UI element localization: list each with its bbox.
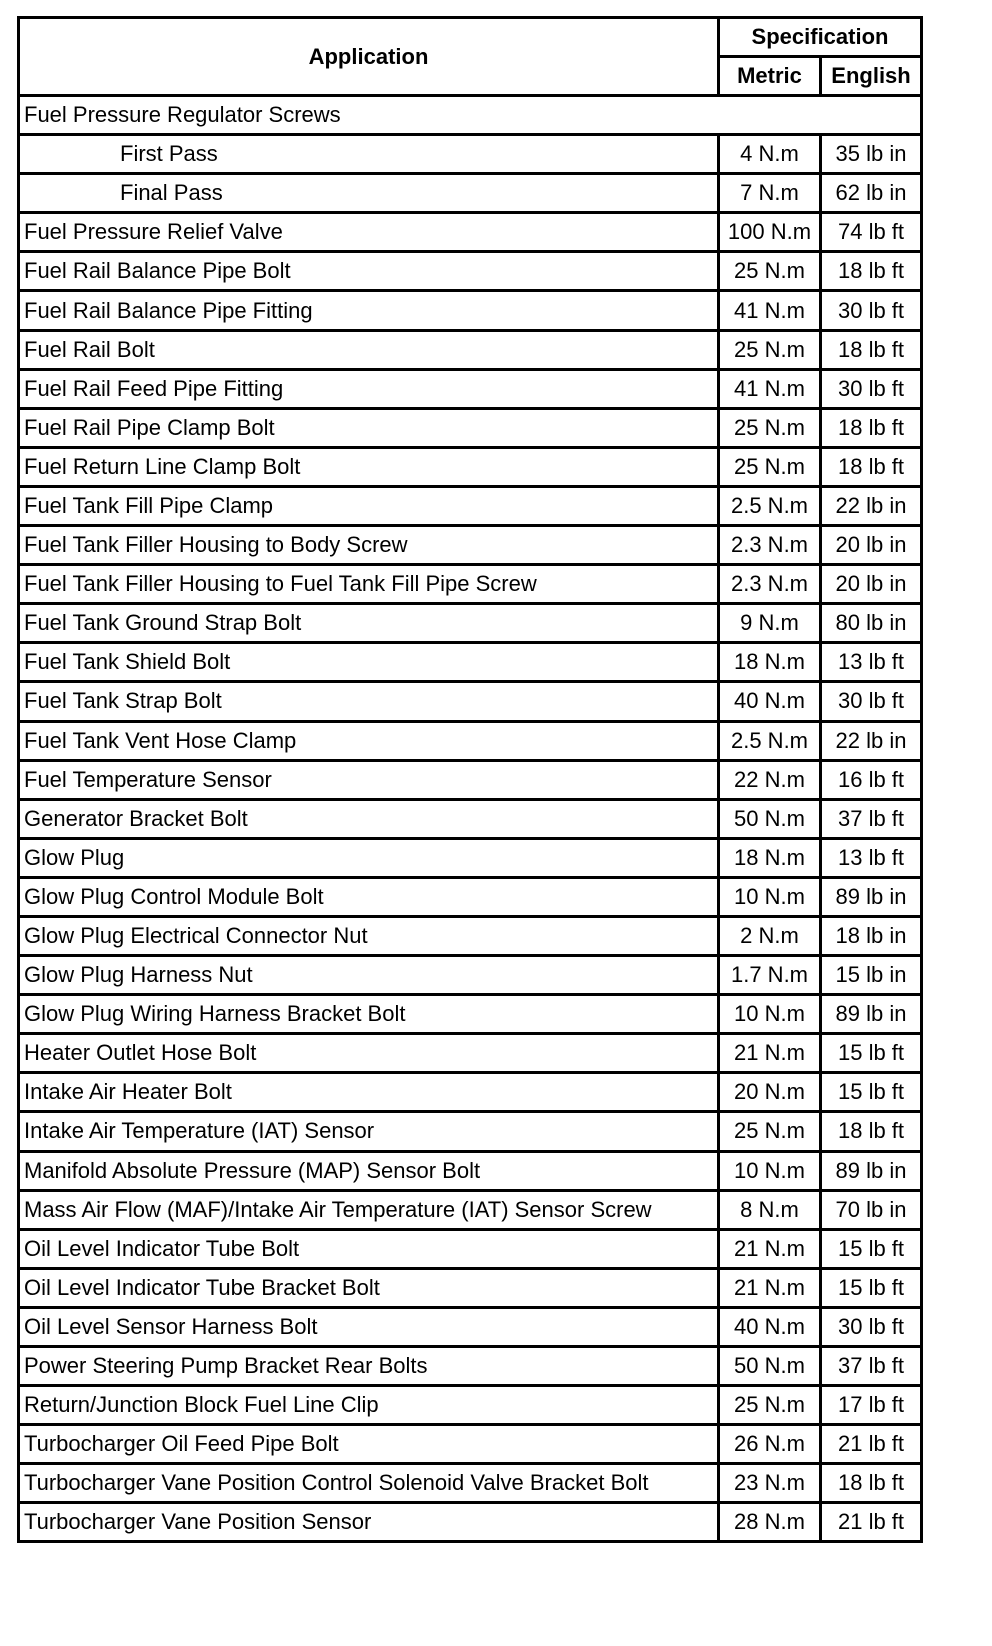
english-cell: 18 lb ft (821, 1464, 922, 1503)
metric-cell: 20 N.m (719, 1073, 821, 1112)
english-cell: 37 lb ft (821, 799, 922, 838)
application-cell: Power Steering Pump Bracket Rear Bolts (19, 1347, 719, 1386)
table-row (19, 330, 922, 369)
header-application: Application (19, 18, 719, 96)
application-cell: Fuel Tank Fill Pipe Clamp (19, 486, 719, 525)
english-cell: 18 lb ft (821, 1112, 922, 1151)
table-header (19, 18, 922, 96)
english-cell: 62 lb in (821, 174, 922, 213)
application-cell: First Pass (19, 135, 719, 174)
metric-cell: 7 N.m (719, 174, 821, 213)
metric-cell: 18 N.m (719, 838, 821, 877)
metric-cell: 21 N.m (719, 1034, 821, 1073)
metric-cell: 100 N.m (719, 213, 821, 252)
table-row (19, 486, 922, 525)
metric-cell: 2.5 N.m (719, 721, 821, 760)
application-cell: Return/Junction Block Fuel Line Clip (19, 1386, 719, 1425)
application-cell: Fuel Rail Feed Pipe Fitting (19, 369, 719, 408)
english-cell: 16 lb ft (821, 760, 922, 799)
table-row (19, 526, 922, 565)
header-metric: Metric (719, 57, 821, 96)
metric-cell: 50 N.m (719, 1347, 821, 1386)
table-row (19, 682, 922, 721)
english-cell: 18 lb in (821, 916, 922, 955)
metric-cell: 25 N.m (719, 1112, 821, 1151)
english-cell: 74 lb ft (821, 213, 922, 252)
metric-cell: 2.3 N.m (719, 565, 821, 604)
metric-cell: 10 N.m (719, 877, 821, 916)
english-cell: 89 lb in (821, 995, 922, 1034)
metric-cell: 25 N.m (719, 408, 821, 447)
english-cell: 35 lb in (821, 135, 922, 174)
english-cell: 15 lb in (821, 956, 922, 995)
english-cell: 22 lb in (821, 721, 922, 760)
table-row (19, 1034, 922, 1073)
application-cell: Fuel Tank Shield Bolt (19, 643, 719, 682)
english-cell: 30 lb ft (821, 291, 922, 330)
table-row (19, 1112, 922, 1151)
application-cell: Fuel Return Line Clamp Bolt (19, 447, 719, 486)
application-cell: Fuel Rail Pipe Clamp Bolt (19, 408, 719, 447)
application-cell: Fuel Tank Filler Housing to Body Screw (19, 526, 719, 565)
group-title: Fuel Pressure Regulator Screws (19, 96, 922, 135)
application-cell: Glow Plug Electrical Connector Nut (19, 916, 719, 955)
english-cell: 18 lb ft (821, 447, 922, 486)
application-cell: Glow Plug Wiring Harness Bracket Bolt (19, 995, 719, 1034)
english-cell: 37 lb ft (821, 1347, 922, 1386)
english-cell: 18 lb ft (821, 408, 922, 447)
english-cell: 18 lb ft (821, 252, 922, 291)
table-row (19, 1190, 922, 1229)
table-row (19, 643, 922, 682)
table-body (19, 96, 922, 1542)
application-cell: Heater Outlet Hose Bolt (19, 1034, 719, 1073)
torque-spec-table (17, 16, 923, 1543)
table-row (19, 565, 922, 604)
table-row (19, 213, 922, 252)
english-cell: 20 lb in (821, 526, 922, 565)
table-row (19, 369, 922, 408)
english-cell: 30 lb ft (821, 1307, 922, 1346)
metric-cell: 41 N.m (719, 369, 821, 408)
sub-row (19, 174, 922, 213)
table-row (19, 877, 922, 916)
application-cell: Turbocharger Vane Position Control Solenoid Valve Bracket Bolt (19, 1464, 719, 1503)
application-cell: Glow Plug Control Module Bolt (19, 877, 719, 916)
application-cell: Generator Bracket Bolt (19, 799, 719, 838)
english-cell: 13 lb ft (821, 643, 922, 682)
table-row (19, 1073, 922, 1112)
metric-cell: 40 N.m (719, 1307, 821, 1346)
application-cell: Oil Level Indicator Tube Bolt (19, 1229, 719, 1268)
table-row (19, 1503, 922, 1542)
metric-cell: 25 N.m (719, 1386, 821, 1425)
metric-cell: 23 N.m (719, 1464, 821, 1503)
group-header-row (19, 96, 922, 135)
table-row (19, 838, 922, 877)
application-cell: Final Pass (19, 174, 719, 213)
table-row (19, 916, 922, 955)
table-row (19, 956, 922, 995)
application-cell: Mass Air Flow (MAF)/Intake Air Temperature (IAT) Sensor Screw (19, 1190, 719, 1229)
table-row (19, 799, 922, 838)
table-row (19, 1464, 922, 1503)
english-cell: 89 lb in (821, 1151, 922, 1190)
table-row (19, 447, 922, 486)
table-row (19, 1425, 922, 1464)
metric-cell: 9 N.m (719, 604, 821, 643)
table-row (19, 995, 922, 1034)
application-cell: Manifold Absolute Pressure (MAP) Sensor Bolt (19, 1151, 719, 1190)
english-cell: 22 lb in (821, 486, 922, 525)
metric-cell: 22 N.m (719, 760, 821, 799)
application-cell: Fuel Rail Balance Pipe Fitting (19, 291, 719, 330)
table-row (19, 1151, 922, 1190)
table-row (19, 1229, 922, 1268)
english-cell: 15 lb ft (821, 1229, 922, 1268)
english-cell: 80 lb in (821, 604, 922, 643)
english-cell: 30 lb ft (821, 682, 922, 721)
metric-cell: 2 N.m (719, 916, 821, 955)
english-cell: 13 lb ft (821, 838, 922, 877)
metric-cell: 25 N.m (719, 330, 821, 369)
english-cell: 17 lb ft (821, 1386, 922, 1425)
metric-cell: 25 N.m (719, 252, 821, 291)
table-row (19, 604, 922, 643)
english-cell: 15 lb ft (821, 1073, 922, 1112)
english-cell: 21 lb ft (821, 1425, 922, 1464)
table-row (19, 760, 922, 799)
metric-cell: 18 N.m (719, 643, 821, 682)
application-cell: Fuel Tank Ground Strap Bolt (19, 604, 719, 643)
english-cell: 15 lb ft (821, 1034, 922, 1073)
application-cell: Intake Air Heater Bolt (19, 1073, 719, 1112)
table-row (19, 252, 922, 291)
english-cell: 21 lb ft (821, 1503, 922, 1542)
application-cell: Intake Air Temperature (IAT) Sensor (19, 1112, 719, 1151)
metric-cell: 1.7 N.m (719, 956, 821, 995)
metric-cell: 26 N.m (719, 1425, 821, 1464)
table-row (19, 1307, 922, 1346)
header-specification: Specification (719, 18, 922, 57)
sub-row (19, 135, 922, 174)
table-row (19, 1347, 922, 1386)
application-cell: Glow Plug (19, 838, 719, 877)
english-cell: 15 lb ft (821, 1268, 922, 1307)
english-cell: 20 lb in (821, 565, 922, 604)
metric-cell: 40 N.m (719, 682, 821, 721)
metric-cell: 10 N.m (719, 995, 821, 1034)
table-row (19, 721, 922, 760)
table-row (19, 408, 922, 447)
application-cell: Fuel Rail Bolt (19, 330, 719, 369)
table-row (19, 291, 922, 330)
metric-cell: 8 N.m (719, 1190, 821, 1229)
metric-cell: 41 N.m (719, 291, 821, 330)
metric-cell: 21 N.m (719, 1229, 821, 1268)
table-row (19, 1268, 922, 1307)
metric-cell: 2.3 N.m (719, 526, 821, 565)
metric-cell: 25 N.m (719, 447, 821, 486)
metric-cell: 28 N.m (719, 1503, 821, 1542)
application-cell: Fuel Rail Balance Pipe Bolt (19, 252, 719, 291)
application-cell: Turbocharger Oil Feed Pipe Bolt (19, 1425, 719, 1464)
application-cell: Fuel Tank Vent Hose Clamp (19, 721, 719, 760)
header-english: English (821, 57, 922, 96)
english-cell: 70 lb in (821, 1190, 922, 1229)
table-row (19, 1386, 922, 1425)
application-cell: Fuel Temperature Sensor (19, 760, 719, 799)
application-cell: Oil Level Indicator Tube Bracket Bolt (19, 1268, 719, 1307)
metric-cell: 2.5 N.m (719, 486, 821, 525)
application-cell: Glow Plug Harness Nut (19, 956, 719, 995)
metric-cell: 10 N.m (719, 1151, 821, 1190)
application-cell: Turbocharger Vane Position Sensor (19, 1503, 719, 1542)
english-cell: 30 lb ft (821, 369, 922, 408)
application-cell: Fuel Pressure Relief Valve (19, 213, 719, 252)
metric-cell: 50 N.m (719, 799, 821, 838)
application-cell: Oil Level Sensor Harness Bolt (19, 1307, 719, 1346)
english-cell: 18 lb ft (821, 330, 922, 369)
metric-cell: 21 N.m (719, 1268, 821, 1307)
metric-cell: 4 N.m (719, 135, 821, 174)
english-cell: 89 lb in (821, 877, 922, 916)
application-cell: Fuel Tank Filler Housing to Fuel Tank Fill Pipe Screw (19, 565, 719, 604)
application-cell: Fuel Tank Strap Bolt (19, 682, 719, 721)
